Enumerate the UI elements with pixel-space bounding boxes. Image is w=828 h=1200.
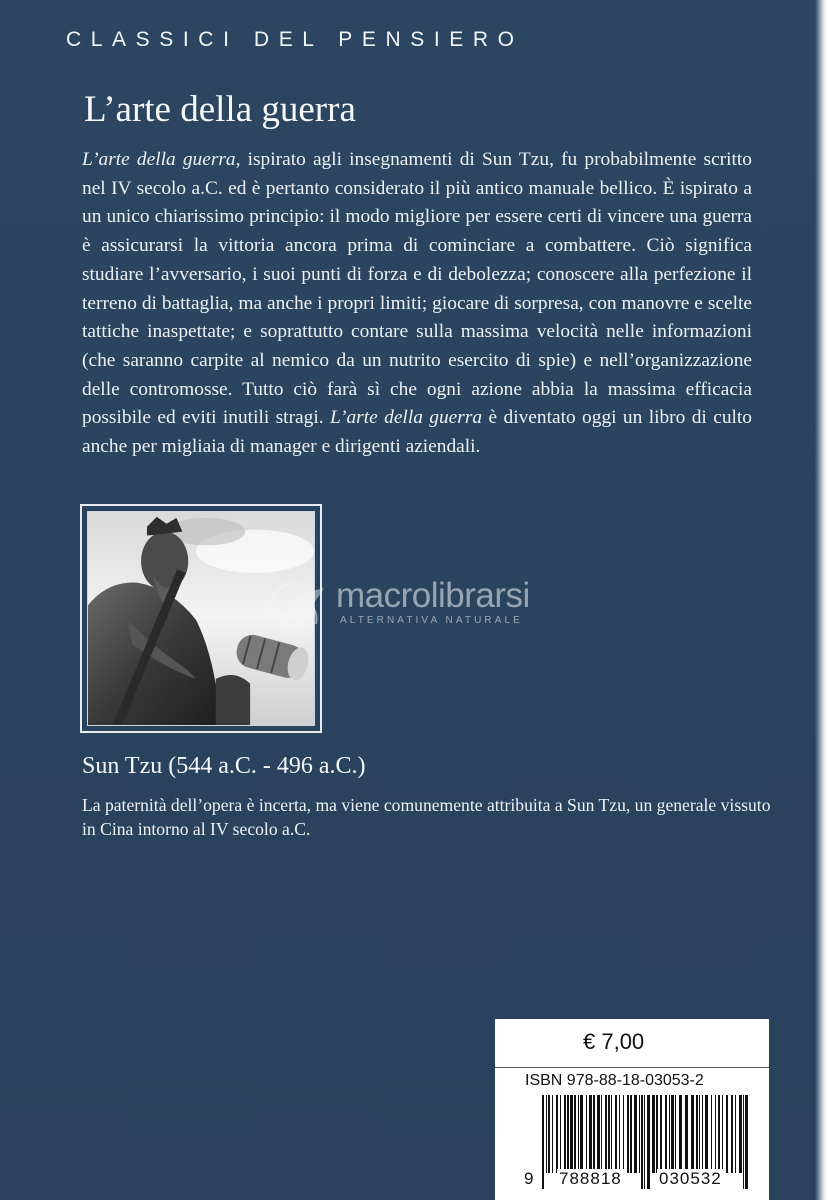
barcode-bar [679, 1095, 682, 1173]
barcode-bar [743, 1095, 744, 1189]
barcode-bar [735, 1095, 736, 1173]
barcode-bar [619, 1095, 620, 1173]
barcode-bar [696, 1095, 698, 1173]
barcode-bar [601, 1095, 602, 1173]
blurb-text-2: è diventato oggi un libro di culto anche per migliaia di manager e dirigenti aziendali. [82, 407, 752, 458]
barcode-bar [570, 1095, 573, 1173]
barcode-bar [745, 1095, 748, 1189]
blurb-title-italic: L’arte della guerra [82, 149, 236, 170]
book-title: L’arte della guerra [84, 89, 356, 130]
barcode-bar [699, 1095, 700, 1173]
barcode-digits-right: 030532 [659, 1169, 722, 1188]
barcode-bar [722, 1095, 723, 1173]
series-name: CLASSICI DEL PENSIERO [66, 28, 524, 51]
barcode-bar [660, 1095, 662, 1173]
barcode-bar [685, 1095, 688, 1173]
barcode-bar [556, 1095, 558, 1173]
price-divider [495, 1067, 769, 1068]
blurb-text-1: , ispirato agli insegnamenti di Sun Tzu, fu probabilmente scritto nel IV secolo a.C. ed è pertanto considerato il più antico manuale bellico. È ispirato a un unico chiarissimo principio: il modo migliore per essere certi di vincere una guerra è assicurarsi la vittoria ancora prima di cominciare a combattere. Ciò significa studiare l’avversario, i suoi punti di forza e di debolezza; conoscere alla perfezione il terreno di battaglia, ma anche i propri limiti; giocare di sorpresa, con manovre e scelte tattiche inaspettate; e soprattutto contare sulla massima velocità nelle informazioni (che saranno carpite al nemico da un nutrito esercito di spie) e nell’organizzazione delle contromosse. Tutto ciò farà sì che ogni azione abbia la massima efficacia possibile ed eviti inutili stragi. [82, 149, 752, 429]
barcode-bar [608, 1095, 610, 1173]
barcode-bar [627, 1095, 629, 1173]
barcode-bar [671, 1095, 674, 1173]
barcode-bar [647, 1095, 650, 1189]
barcode-bar [718, 1095, 720, 1173]
barcode-bar [675, 1095, 676, 1173]
barcode-bar [548, 1095, 550, 1173]
barcode-bar [615, 1095, 617, 1173]
barcode-bar [665, 1095, 667, 1173]
barcode-bar [652, 1095, 655, 1173]
barcode-bar [644, 1095, 645, 1189]
watermark-brand: macrolibrarsi [336, 576, 530, 615]
barcode-bar [702, 1095, 703, 1173]
spine-edge [815, 0, 828, 1200]
barcode-bar [623, 1095, 624, 1173]
barcode-bar [586, 1095, 587, 1173]
price: € 7,00 [583, 1029, 645, 1054]
barcode-bar [605, 1095, 607, 1173]
barcode-bar [731, 1095, 733, 1173]
author-name-dates: Sun Tzu (544 a.C. - 496 a.C.) [82, 753, 366, 779]
barcode-bar [593, 1095, 595, 1173]
barcode-bar [711, 1095, 712, 1173]
blurb [82, 146, 752, 462]
barcode-bar [739, 1095, 742, 1173]
barcode-bar [630, 1095, 632, 1173]
barcode-bar [567, 1095, 569, 1173]
barcode-bar [726, 1095, 728, 1173]
barcode-bar [691, 1095, 694, 1173]
barcode-digits-left: 788818 [559, 1169, 622, 1188]
barcode-bar [589, 1095, 592, 1173]
barcode-bar [552, 1095, 553, 1173]
barcode-bar [574, 1095, 576, 1173]
barcode-bar [641, 1095, 643, 1189]
barcode-bar [715, 1095, 716, 1173]
barcode-bar [578, 1095, 579, 1173]
leaf-swirl-icon [268, 578, 328, 630]
barcode-bar [639, 1095, 640, 1173]
barcode-bar [564, 1095, 566, 1173]
barcode-bar [669, 1095, 670, 1173]
barcode-bar [611, 1095, 612, 1173]
barcode-bar [656, 1095, 658, 1173]
barcode-bar [542, 1095, 544, 1189]
blurb-title-italic-2: L’arte della guerra [329, 407, 483, 429]
barcode-bar [634, 1095, 637, 1173]
barcode-bar [560, 1095, 561, 1173]
barcode-digit-first: 9 [524, 1169, 535, 1188]
watermark [268, 574, 568, 634]
barcode-bar [705, 1095, 708, 1173]
isbn: ISBN 978-88-18-03053-2 [525, 1072, 704, 1089]
barcode-bar [580, 1095, 583, 1173]
watermark-tagline: ALTERNATIVA NATURALE [340, 615, 523, 626]
price-label [495, 1019, 769, 1200]
author-bio: La paternità dell’opera è incerta, ma viene comunemente attribuita a Sun Tzu, un generale vissuto in Cina intorno al IV secolo a.C. [82, 795, 771, 839]
barcode-bar [546, 1095, 547, 1173]
barcode-bar [597, 1095, 600, 1173]
